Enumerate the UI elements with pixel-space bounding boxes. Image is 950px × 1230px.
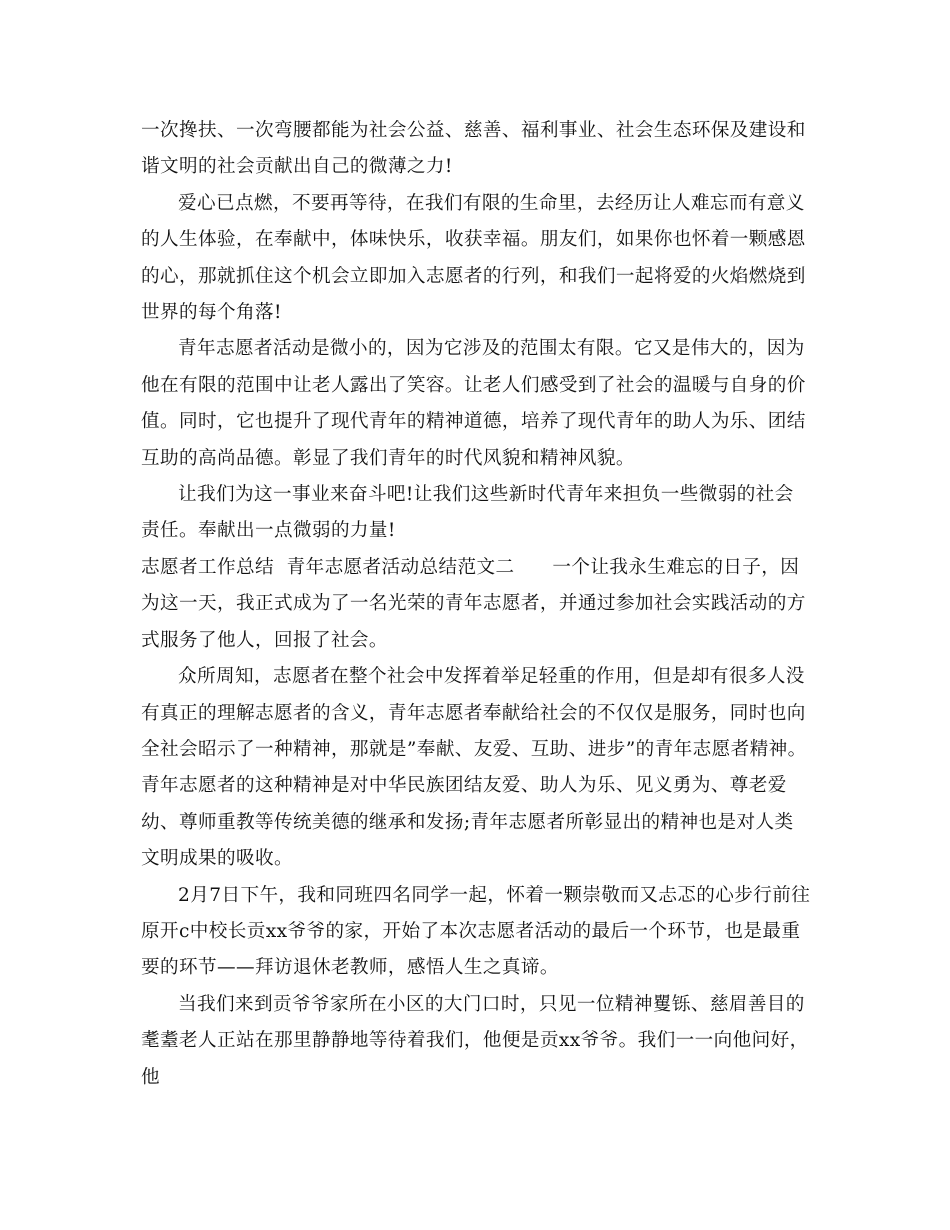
paragraph-2: 爱心已点燃，不要再等待，在我们有限的生命里，去经历让人难忘而有意义的人生体验，在奉献中，体味快乐，收获幸福。朋友们，如果你也怀着一颗感恩的心，那就抓住这个机会立即加入志愿者的行列，和我们一起将爱的火焰燃烧到世界的每个角落! [141, 192, 806, 324]
paragraph-8: 当我们来到贡爷爷家所在小区的大门口时，只见一位精神矍铄、慈眉善目的耄耋老人正站在那里静静地等待着我们，他便是贡xx爷爷。我们一一向他问好，他 [141, 993, 809, 1088]
paragraph-6: 众所周知，志愿者在整个社会中发挥着举足轻重的作用，但是却有很多人没有真正的理解志愿者的含义，青年志愿者奉献给社会的不仅仅是服务，同时也向全社会昭示了一种精神，那就是”奉献、友爱、互助、进步”的青年志愿者精神。青年志愿者的这种精神是对中华民族团结友爱、助人为乐、见义勇为、尊老爱幼、尊师重教等传统美德的继承和发扬;青年志愿者所彰显出的精神也是对人类文明成果的吸收。 [141, 666, 807, 870]
document-body [141, 113, 811, 1096]
paragraph-1: 一次搀扶、一次弯腰都能为社会公益、慈善、福利事业、社会生态环保及建设和谐文明的社会贡献出自己的微薄之力! [141, 120, 806, 178]
paragraph-3: 青年志愿者活动是微小的，因为它涉及的范围太有限。它又是伟大的，因为他在有限的范围中让老人露出了笑容。让老人们感受到了社会的温暖与自身的价值。同时，它也提升了现代青年的精神道德，培养了现代青年的助人为乐、团结互助的高尚品德。彰显了我们青年的时代风貌和精神风貌。 [141, 338, 806, 469]
paragraph-7: 2月7日下午，我和同班四名同学一起，怀着一颗崇敬而又忐忑的心步行前往原开c中校长贡xx爷爷的家，开始了本次志愿者活动的最后一个环节，也是最重要的环节——拜访退休老教师，感悟人生之真谛。 [141, 884, 811, 979]
paragraph-4: 让我们为这一事业来奋斗吧!让我们这些新时代青年来担负一些微弱的社会责任。奉献出一点微弱的力量! [141, 484, 794, 542]
section-heading-paragraph: 志愿者工作总结 青年志愿者活动总结范文二 一个让我永生难忘的日子，因为这一天，我正式成为了一名光荣的青年志愿者，并通过参加社会实践活动的方式服务了他人，回报了社会。 [141, 556, 806, 651]
